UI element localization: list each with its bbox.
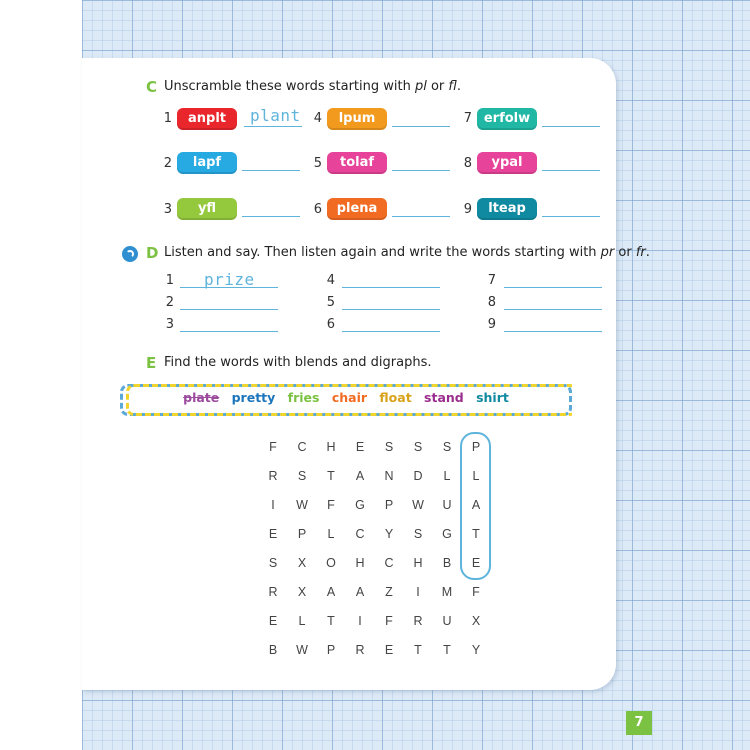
instruction-text: or xyxy=(614,245,636,260)
instruction-italic-a: pr xyxy=(600,245,615,260)
word-bank-word: stand xyxy=(424,390,464,405)
answer-text: prize xyxy=(204,270,255,289)
answer-line[interactable] xyxy=(504,309,602,310)
scrambled-word-pill: lpum xyxy=(327,108,387,130)
item-number: 7 xyxy=(463,111,472,126)
word-bank-word: float xyxy=(379,390,412,405)
scrambled-word-pill: yfl xyxy=(177,198,237,220)
word-bank-word: pretty xyxy=(231,390,276,405)
grid-letter[interactable]: T xyxy=(443,643,451,657)
grid-letter[interactable]: F xyxy=(472,585,480,599)
word-bank-word: chair xyxy=(331,390,368,405)
grid-letter[interactable]: S xyxy=(297,469,307,483)
grid-letter[interactable]: R xyxy=(268,585,278,599)
grid-letter[interactable]: F xyxy=(385,614,393,628)
grid-letter[interactable]: I xyxy=(271,498,275,512)
section-e-instruction: Find the words with blends and digraphs. xyxy=(164,355,432,370)
item-number: 8 xyxy=(463,156,472,171)
answer-line[interactable] xyxy=(392,216,450,217)
answer-line[interactable] xyxy=(392,170,450,171)
grid-letter[interactable]: C xyxy=(297,440,307,454)
grid-letter[interactable]: S xyxy=(413,527,423,541)
answer-line[interactable] xyxy=(242,216,300,217)
item-number: 2 xyxy=(165,295,174,310)
grid-letter[interactable]: H xyxy=(413,556,423,570)
grid-letter[interactable]: P xyxy=(297,527,307,541)
item-number: 8 xyxy=(487,295,496,310)
grid-letter[interactable]: E xyxy=(471,556,481,570)
word-bank xyxy=(123,390,569,405)
grid-letter[interactable]: P xyxy=(326,643,336,657)
section-d-letter: D xyxy=(146,244,159,262)
grid-letter[interactable]: G xyxy=(442,527,452,541)
grid-letter[interactable]: U xyxy=(442,614,452,628)
scrambled-word-pill: lteap xyxy=(477,198,537,220)
scrambled-word-pill: ypal xyxy=(477,152,537,174)
grid-letter[interactable]: X xyxy=(471,614,481,628)
grid-letter[interactable]: Z xyxy=(385,585,393,599)
grid-letter[interactable]: W xyxy=(296,498,308,512)
answer-line[interactable] xyxy=(392,126,450,127)
answer-line[interactable] xyxy=(180,331,278,332)
item-number: 9 xyxy=(463,202,472,217)
item-number: 5 xyxy=(313,156,322,171)
grid-letter[interactable]: I xyxy=(416,585,420,599)
section-e-letter: E xyxy=(146,354,157,372)
grid-letter[interactable]: P xyxy=(471,440,481,454)
answer-line[interactable] xyxy=(180,309,278,310)
grid-letter[interactable]: A xyxy=(471,498,481,512)
grid-letter[interactable]: D xyxy=(413,469,423,483)
word-bank-word: plate xyxy=(183,390,220,405)
answer-line[interactable] xyxy=(242,170,300,171)
grid-letter[interactable]: H xyxy=(326,440,336,454)
grid-letter[interactable]: C xyxy=(355,527,365,541)
section-c-letter: C xyxy=(146,78,158,96)
word-bank-word: fries xyxy=(287,390,320,405)
scrambled-word-pill: erfolw xyxy=(477,108,537,130)
grid-letter[interactable]: E xyxy=(268,614,278,628)
item-number: 5 xyxy=(326,295,335,310)
answer-line[interactable] xyxy=(244,126,302,127)
word-bank-box xyxy=(120,384,572,416)
grid-letter[interactable]: L xyxy=(472,469,480,483)
grid-letter[interactable]: L xyxy=(327,527,335,541)
grid-letter[interactable]: L xyxy=(443,469,451,483)
grid-letter[interactable]: B xyxy=(442,556,452,570)
grid-letter[interactable]: S xyxy=(442,440,452,454)
instruction-text: or xyxy=(426,79,449,94)
grid-letter[interactable]: B xyxy=(268,643,278,657)
item-number: 3 xyxy=(163,202,172,217)
scrambled-word-pill: anplt xyxy=(177,108,237,130)
grid-letter[interactable]: R xyxy=(413,614,423,628)
item-number: 7 xyxy=(487,273,496,288)
audio-icon[interactable] xyxy=(122,246,138,262)
instruction-text: . xyxy=(456,79,461,94)
grid-letter[interactable]: F xyxy=(327,498,335,512)
answer-line[interactable] xyxy=(542,126,600,127)
grid-letter[interactable]: G xyxy=(355,498,365,512)
answer-line[interactable] xyxy=(342,309,440,310)
answer-line[interactable] xyxy=(504,331,602,332)
grid-letter[interactable]: E xyxy=(384,643,394,657)
item-number: 1 xyxy=(165,273,174,288)
grid-letter[interactable]: L xyxy=(298,614,306,628)
instruction-text: Unscramble these words starting with xyxy=(164,79,415,94)
grid-letter[interactable]: C xyxy=(384,556,394,570)
scrambled-word-pill: lapf xyxy=(177,152,237,174)
grid-letter[interactable]: N xyxy=(384,469,394,483)
item-number: 9 xyxy=(487,317,496,332)
grid-letter[interactable]: F xyxy=(269,440,277,454)
grid-letter[interactable]: Y xyxy=(384,527,394,541)
grid-letter[interactable]: X xyxy=(297,585,307,599)
grid-letter[interactable]: P xyxy=(384,498,394,512)
item-number: 4 xyxy=(326,273,335,288)
item-number: 2 xyxy=(163,156,172,171)
item-number: 1 xyxy=(163,111,172,126)
answer-line[interactable] xyxy=(342,287,440,288)
answer-line[interactable] xyxy=(504,287,602,288)
grid-letter[interactable]: S xyxy=(413,440,423,454)
grid-letter[interactable]: H xyxy=(355,556,365,570)
instruction-text: Listen and say. Then listen again and write the words starting with xyxy=(164,245,601,260)
answer-line[interactable] xyxy=(180,287,278,288)
grid-letter[interactable]: R xyxy=(355,643,365,657)
answer-text: plant xyxy=(250,106,301,125)
item-number: 6 xyxy=(313,202,322,217)
grid-letter[interactable]: T xyxy=(472,527,480,541)
grid-letter[interactable]: I xyxy=(358,614,362,628)
item-number: 3 xyxy=(165,317,174,332)
answer-line[interactable] xyxy=(542,216,600,217)
grid-letter[interactable]: Y xyxy=(471,643,481,657)
grid-letter[interactable]: O xyxy=(326,556,336,570)
grid-letter[interactable]: A xyxy=(355,585,365,599)
word-bank-word: shirt xyxy=(476,390,509,405)
grid-letter[interactable]: W xyxy=(296,643,308,657)
grid-letter[interactable]: A xyxy=(355,469,365,483)
page-number: 7 xyxy=(626,711,652,735)
answer-line[interactable] xyxy=(542,170,600,171)
found-word-circle xyxy=(460,432,491,580)
grid-letter[interactable]: T xyxy=(414,643,422,657)
section-c-instruction xyxy=(164,79,461,94)
grid-letter[interactable]: S xyxy=(268,556,278,570)
grid-letter[interactable]: U xyxy=(442,498,452,512)
scrambled-word-pill: plena xyxy=(327,198,387,220)
grid-letter[interactable]: T xyxy=(327,614,335,628)
grid-letter[interactable]: X xyxy=(297,556,307,570)
scrambled-word-pill: tolaf xyxy=(327,152,387,174)
grid-letter[interactable]: W xyxy=(412,498,424,512)
grid-letter[interactable]: A xyxy=(326,585,336,599)
instruction-italic-b: fl xyxy=(448,79,457,94)
item-number: 6 xyxy=(326,317,335,332)
instruction-text: . xyxy=(645,245,650,260)
answer-line[interactable] xyxy=(342,331,440,332)
instruction-italic-b: fr xyxy=(635,245,646,260)
item-number: 4 xyxy=(313,111,322,126)
grid-letter[interactable]: S xyxy=(384,440,394,454)
grid-letter[interactable]: R xyxy=(268,469,278,483)
grid-letter[interactable]: M xyxy=(441,585,453,599)
instruction-italic-a: pl xyxy=(414,79,427,94)
grid-letter[interactable]: T xyxy=(327,469,335,483)
section-d-instruction xyxy=(164,245,650,260)
grid-letter[interactable]: E xyxy=(268,527,278,541)
grid-letter[interactable]: E xyxy=(355,440,365,454)
